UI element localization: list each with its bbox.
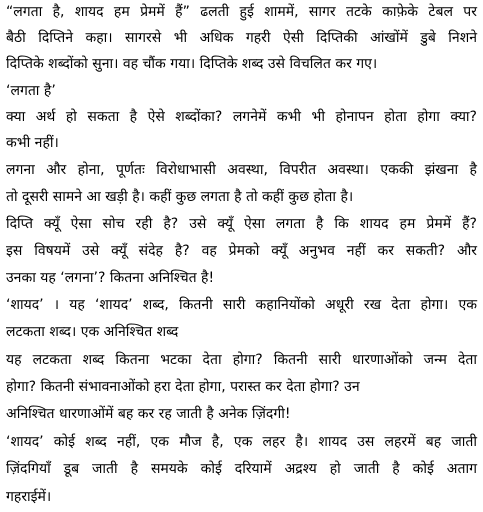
text-line: ‘लगता है’ [6,83,56,99]
text-line: क्या अर्थ हो सकता है ऐसे शब्दोंका? लगनेमें कभी भी होनापन होता होगा क्या? [6,109,477,125]
text-line: “लगता है, शायद हम प्रेममें हैं” ढलती हुई शाममें, सागर तटके काफ़ेके टेबल पर [6,4,477,20]
text-line: यह लटकता शब्द कितना भटका देता होगा? कितनी सारी धारणाओंको जन्म देता [6,352,477,368]
text-line: कभी नहीं। [6,135,59,151]
text-line: गहराईमें। [6,489,52,505]
text-line: उनका यह ‘लगना’? कितना अनिश्चित है! [6,270,215,286]
text-line: लगना और होना, पूर्णतः विरोधाभासी अवस्था, विपरीत अवस्था। एककी झंखना है [6,162,477,178]
text-line: होगा? कितनी संभावनाओंको हरा देता होगा, परास्त कर देता होगा? उन [6,379,360,395]
text-line: दिप्ति क्यूँ ऐसा सोच रही है? उसे क्यूँ ऐसा लगता है कि शायद हम प्रेममें हैं? [6,216,477,232]
text-line: दिप्तिके शब्दोंको सुना। वह चौंक गया। दिप्तिके शब्द उसे विचलित कर गए। [6,56,378,72]
text-line: ज़िंदगियाँ डूब जाती है समयके कोई दरियामें अद्रश्य हो जाती है कोई अताग [6,461,477,477]
text-line: इस विषयमें उसे क्यूँ संदेह है? वह प्रेमको क्यूँ अनुभव नहीं कर सकती? और [6,243,477,259]
text-line: ‘शायद’ । यह ‘शायद’ शब्द, कितनी सारी कहानियोंको अधूरी रख देता होगा। एक [6,297,477,313]
text-line: तो दूसरी सामने आ खड़ी है। कहीं कुछ लगता है तो कहीं कुछ होता है। [6,189,354,205]
text-line: अनिश्चित धारणाओंमें बह कर रह जाती है अनेक ज़िंदगी! [6,406,291,422]
text-line: लटकता शब्द। एक अनिश्चित शब्द [6,324,179,340]
text-line: ‘शायद’ कोई शब्द नहीं, एक मौज है, एक लहर है। शायद उस लहरमें बह जाती [6,434,477,450]
text-line: बैठी दिप्तिने कहा। सागरसे भी अधिक गहरी ऐसी दिप्तिकी आंखोंमें डुबे निशने [6,30,477,46]
